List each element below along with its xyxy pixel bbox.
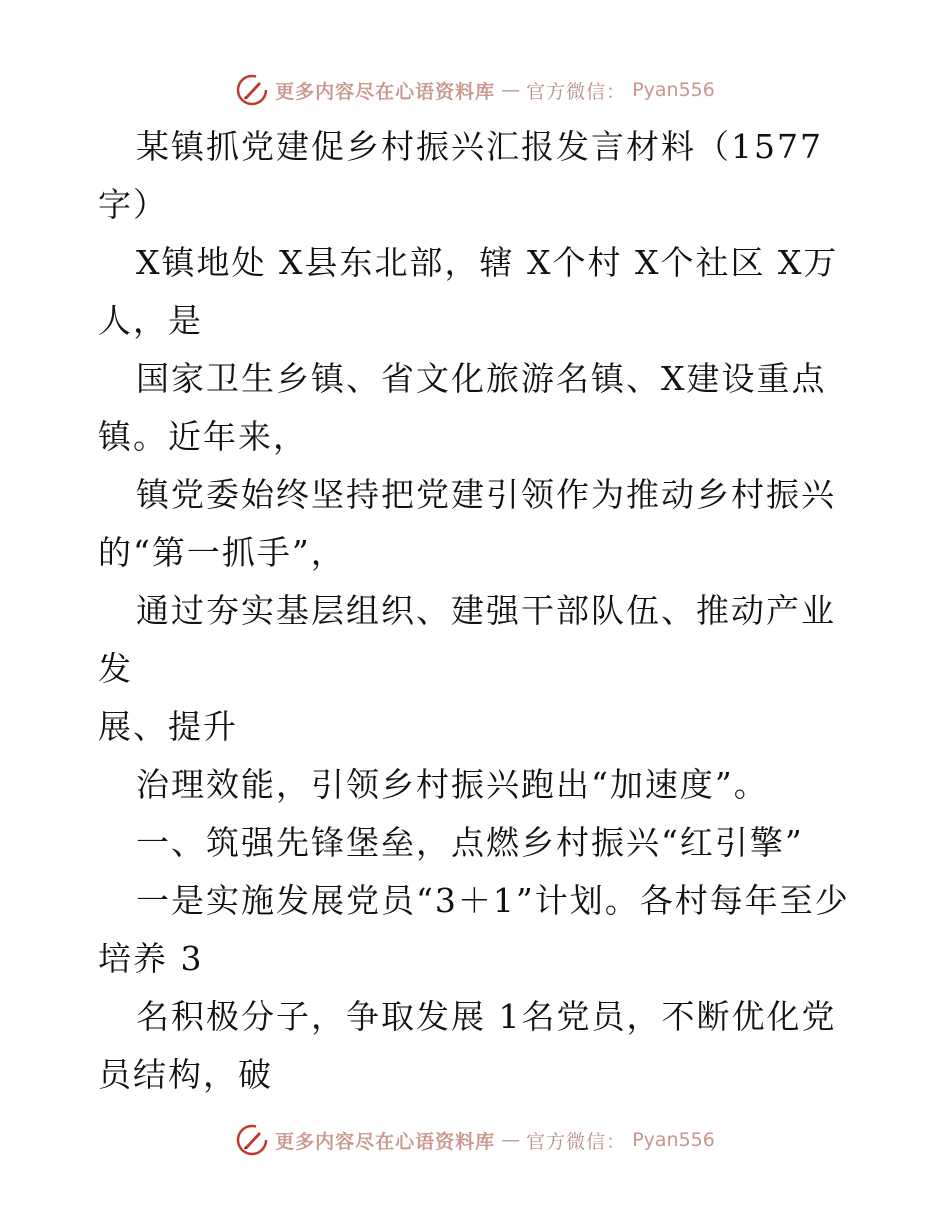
- paragraph-6: 一是实施发展党员“3＋1”计划。各村每年至少 培养 3: [98, 881, 850, 978]
- watermark-label: 官方微信：: [526, 1130, 627, 1153]
- document-title: 某镇抓党建促乡村振兴汇报发言材料（1577 字）: [98, 127, 823, 224]
- quill-logo-icon: [235, 73, 269, 107]
- watermark-brand: 更多内容尽在心语资料库: [275, 1130, 496, 1153]
- quill-logo-icon: [235, 1123, 269, 1157]
- paragraph-1: X镇地处 X县东北部，辖 X个村 X个社区 X万 人，是: [98, 243, 839, 340]
- paragraph-5: 治理效能，引领乡村振兴跑出“加速度”。: [136, 765, 769, 804]
- watermark-account: Pyan556: [632, 1129, 715, 1151]
- watermark-account: Pyan556: [632, 79, 715, 101]
- paragraph-3: 镇党委始终坚持把党建引领作为推动乡村振兴 的“第一抓手”，: [98, 475, 836, 572]
- paragraph-4: 通过夯实基层组织、建强干部队伍、推动产业发 展、提升: [98, 591, 836, 746]
- footer-watermark: [0, 1120, 950, 1160]
- watermark-brand: 更多内容尽在心语资料库: [275, 80, 496, 103]
- header-watermark: [0, 70, 950, 110]
- section-heading-1: 一、筑强先锋堡垒，点燃乡村振兴“红引擎”: [136, 823, 804, 862]
- document-body: [98, 118, 858, 1104]
- watermark-label: 官方微信：: [526, 80, 627, 103]
- watermark-separator: —: [501, 1129, 521, 1151]
- paragraph-2: 国家卫生乡镇、省文化旅游名镇、X建设重点 镇。近年来，: [98, 359, 827, 456]
- paragraph-7: 名积极分子，争取发展 1名党员，不断优化党 员结构，破: [98, 997, 837, 1094]
- watermark-separator: —: [501, 79, 521, 101]
